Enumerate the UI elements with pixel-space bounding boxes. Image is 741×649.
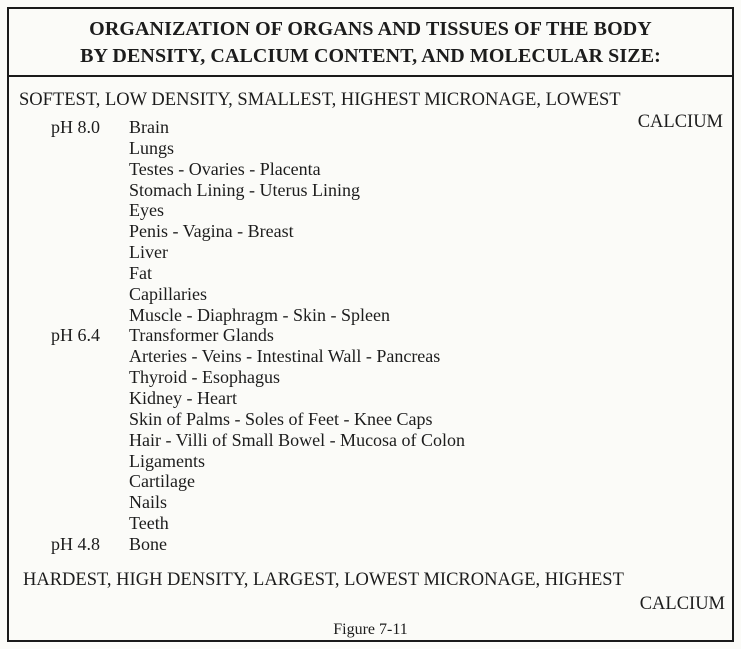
hardest-description: HARDEST, HIGH DENSITY, LARGEST, LOWEST MICRONAGE, HIGHEST [23, 570, 624, 590]
list-item [9, 451, 732, 472]
list-item [9, 159, 732, 180]
list-item [9, 138, 732, 159]
list-item [9, 430, 732, 451]
list-item [9, 409, 732, 430]
organ-label: Ligaments [129, 450, 205, 471]
ph-label: pH 6.4 [51, 325, 100, 346]
list-item [9, 534, 732, 555]
softest-description-continued: CALCIUM [637, 112, 723, 132]
organ-label: Bone [129, 533, 167, 554]
list-item [9, 492, 732, 513]
list-item [9, 263, 732, 284]
list-item [9, 367, 732, 388]
organ-label: Liver [129, 242, 168, 263]
organ-label: Arteries - Veins - Intestinal Wall - Pancreas [129, 346, 441, 367]
ph-label: pH 4.8 [51, 533, 100, 554]
list-item [9, 513, 732, 534]
organ-label: Fat [129, 262, 153, 283]
list-item [9, 305, 732, 326]
list-item [9, 284, 732, 305]
organ-label: Eyes [129, 200, 164, 221]
organ-label: Muscle - Diaphragm - Skin - Spleen [129, 304, 390, 325]
organ-list [9, 117, 732, 555]
organ-label: Stomach Lining - Uterus Lining [129, 179, 360, 200]
list-item [9, 180, 732, 201]
list-item [9, 388, 732, 409]
title-box [9, 9, 732, 77]
list-item [9, 242, 732, 263]
organ-label: Transformer Glands [129, 325, 274, 346]
hardest-description-continued: CALCIUM [639, 594, 725, 614]
organ-label: Nails [129, 492, 167, 513]
softest-description: SOFTEST, LOW DENSITY, SMALLEST, HIGHEST MICRONAGE, LOWEST [19, 90, 621, 110]
list-item [9, 200, 732, 221]
figure-caption: Figure 7-11 [333, 621, 408, 638]
title-line-1: ORGANIZATION OF ORGANS AND TISSUES OF THE BODY [89, 18, 652, 40]
list-item [9, 221, 732, 242]
organ-label: Capillaries [129, 283, 207, 304]
title-line-2: BY DENSITY, CALCIUM CONTENT, AND MOLECULAR SIZE: [80, 45, 661, 67]
ph-label: pH 8.0 [51, 117, 100, 137]
organ-label: Kidney - Heart [129, 387, 237, 408]
list-item [9, 325, 732, 346]
organ-label: Teeth [129, 513, 169, 534]
organ-label: Thyroid - Esophagus [129, 367, 280, 388]
figure-frame [7, 7, 734, 642]
organ-label: Cartilage [129, 471, 195, 492]
organ-label: Skin of Palms - Soles of Feet - Knee Caps [129, 408, 433, 429]
organ-label: Hair - Villi of Small Bowel - Mucosa of Colon [129, 429, 466, 450]
list-item [9, 346, 732, 367]
organ-label: Brain [129, 117, 169, 137]
organ-label: Testes - Ovaries - Placenta [129, 158, 321, 179]
list-item [9, 471, 732, 492]
list-item [9, 117, 732, 138]
organ-label: Penis - Vagina - Breast [129, 221, 294, 242]
organ-label: Lungs [129, 137, 174, 158]
